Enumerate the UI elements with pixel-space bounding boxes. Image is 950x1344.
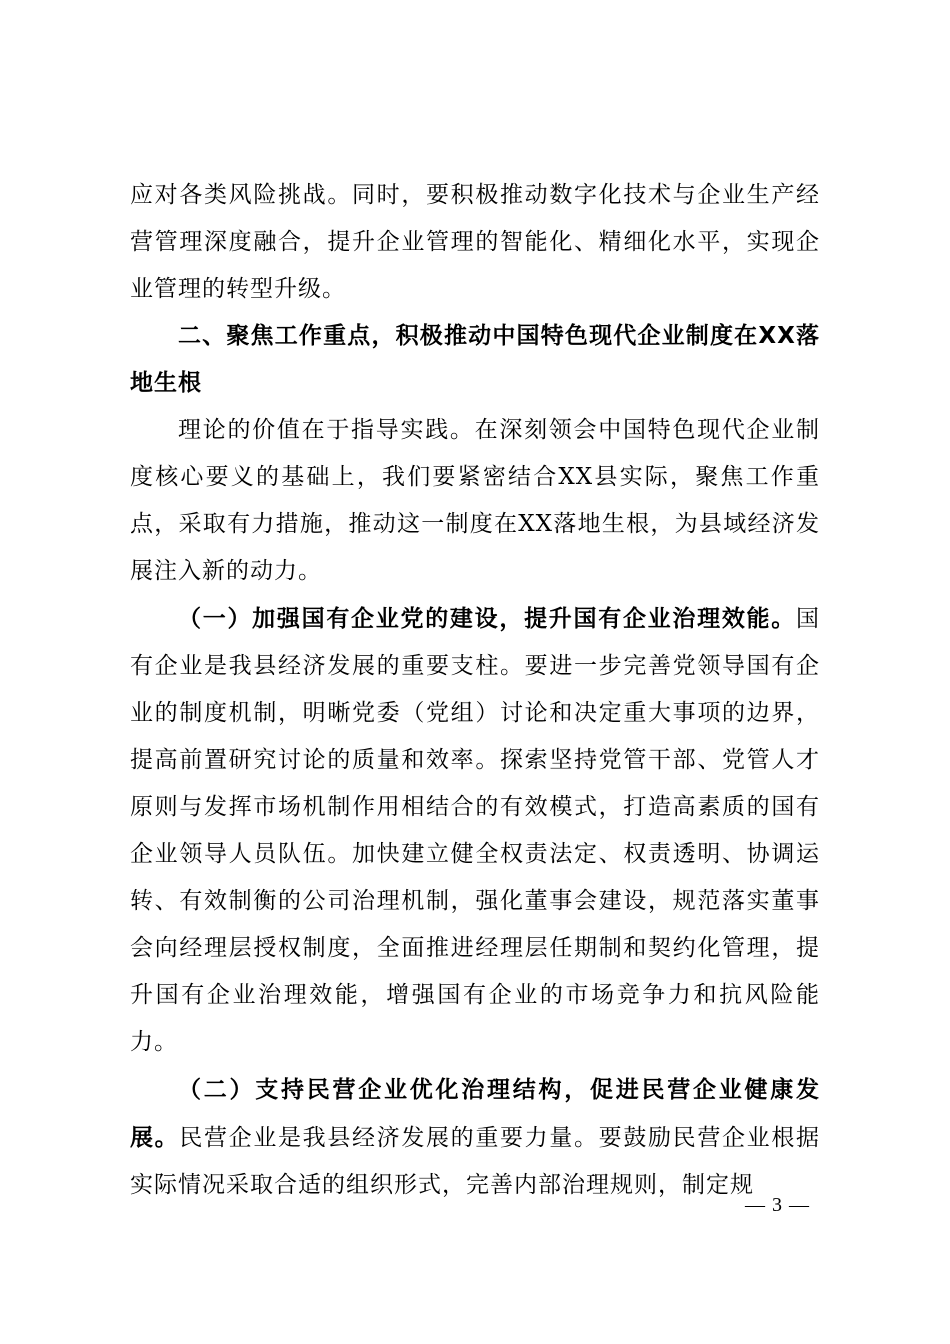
- paragraph-continuation: [130, 172, 820, 313]
- paragraph-subsection-1: [130, 595, 820, 1066]
- paragraph-text: 应对各类风险挑战。同时，要积极推动数字化技术与企业生产经营管理深度融合，提升企业管理的智能化、精细化水平，实现企业管理的转型升级。: [130, 182, 820, 302]
- section-heading: [130, 313, 820, 407]
- paragraph-text: 民营企业是我县经济发展的重要力量。要鼓励民营企业根据实际情况采取合适的组织形式，完善内部治理规则，制定规: [130, 1125, 821, 1198]
- section-heading-text: 二、聚焦工作重点，积极推动中国特色现代企业制度在XX落地生根: [130, 323, 820, 396]
- paragraph-intro: [130, 407, 820, 595]
- paragraph-text: 理论的价值在于指导实践。在深刻领会中国特色现代企业制度核心要义的基础上，我们要紧密结合XX县实际，聚焦工作重点，采取有力措施，推动这一制度在XX落地生根，为县域经济发展注入新的动力。: [130, 417, 820, 584]
- subsection-heading: （一）加强国有企业党的建设，提升国有企业治理效能。: [178, 605, 796, 632]
- page-number: — 3 —: [745, 1194, 810, 1216]
- paragraph-subsection-2: [130, 1066, 820, 1209]
- document-body: [130, 172, 820, 1209]
- paragraph-text: 国有企业是我县经济发展的重要支柱。要进一步完善党领导国有企业的制度机制，明晰党委（党组）讨论和决定重大事项的边界，提高前置研究讨论的质量和效率。探索坚持党管干部、党管人才原则与发挥市场机制作用相结合的有效模式，打造高素质的国有企业领导人员队伍。加快建立健全权责法定、权责透明、协调运转、有效制衡的公司治理机制，强化董事会建设，规范落实董事会向经理层授权制度，全面推进经理层任期制和契约化管理，提升国有企业治理效能，增强国有企业的市场竞争力和抗风险能力。: [130, 606, 820, 1055]
- subsection-heading: （二）支持民营企业优化治理结构，促进民营企业健康发展。: [130, 1076, 820, 1151]
